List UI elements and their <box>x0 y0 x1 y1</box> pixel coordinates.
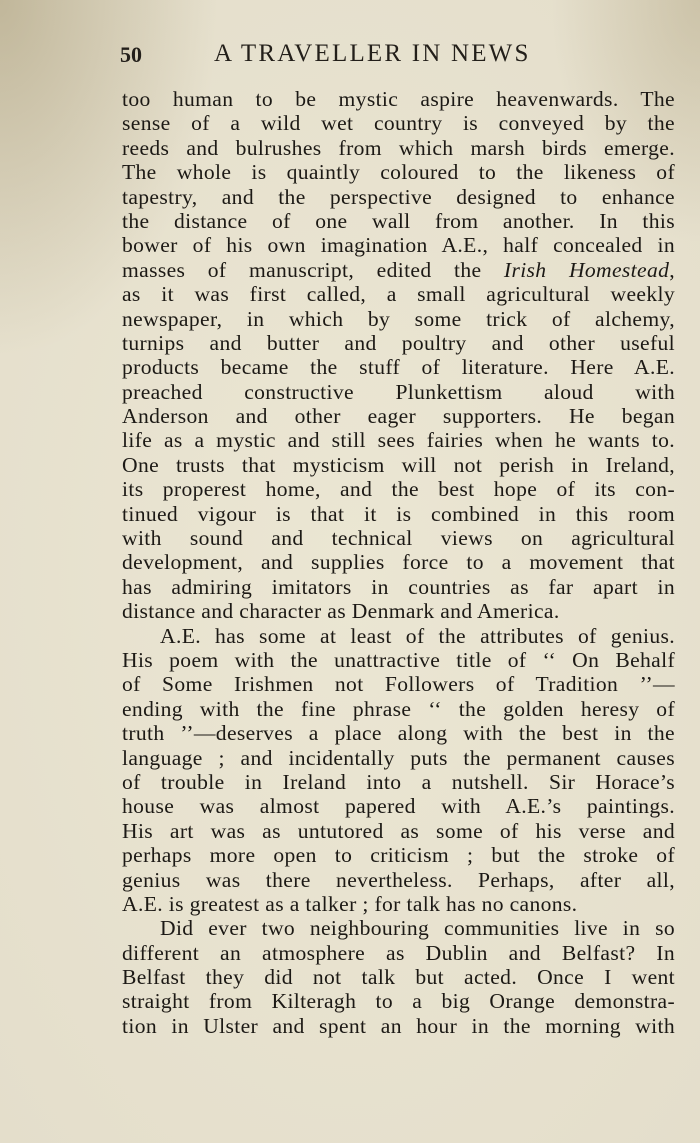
text-line: genius was there nevertheless. Perhaps, after all, <box>122 867 675 892</box>
text-line: house was almost papered with A.E.’s paintings. <box>122 794 675 819</box>
text-line: too human to be mystic aspire heavenwards. The <box>122 87 675 111</box>
text-line: A.E. has some at least of the attributes of genius. <box>160 623 675 648</box>
text-line: different an atmosphere as Dublin and Belfast? In <box>122 940 675 965</box>
text-line: bower of his own imagination A.E., half concealed in <box>122 233 675 258</box>
text-line: distance and character as Denmark and America. <box>122 599 560 624</box>
text-line: tapestry, and the perspective designed to enhance <box>122 184 675 209</box>
text-line: His poem with the unattractive title of ‘‘ On Behalf <box>122 647 675 672</box>
page-number: 50 <box>120 42 142 67</box>
text-line: ending with the fine phrase ‘‘ the golden heresy of <box>122 696 675 721</box>
running-title: A TRAVELLER IN NEWS <box>214 40 531 67</box>
text-line: life as a mystic and still sees fairies when he wants to. <box>122 428 675 453</box>
text-line: tinued vigour is that it is combined in this room <box>122 501 675 526</box>
text-line: of Some Irishmen not Followers of Tradition ’’— <box>122 672 675 697</box>
text-line: masses of manuscript, edited the Irish Homestead, <box>122 257 675 282</box>
text-line: reeds and bulrushes from which marsh birds emerge. <box>122 135 675 160</box>
body-text <box>122 87 675 1038</box>
text-line: Anderson and other eager supporters. He began <box>122 404 675 429</box>
text-line: His art was as untutored as some of his verse and <box>122 818 675 843</box>
paragraph <box>122 87 675 624</box>
text-line: Belfast they did not talk but acted. Once I went <box>122 965 675 990</box>
text-line: straight from Kilteragh to a big Orange demonstra- <box>122 989 675 1014</box>
text-line: preached constructive Plunkettism aloud with <box>122 379 675 404</box>
text-line: the distance of one wall from another. In this <box>122 208 675 233</box>
paragraph <box>122 916 675 1038</box>
text-line: truth ’’—deserves a place along with the best in the <box>122 721 675 746</box>
text-line: has admiring imitators in countries as far apart in <box>122 574 675 599</box>
text-line: sense of a wild wet country is conveyed by the <box>122 111 675 136</box>
text-line: its properest home, and the best hope of its con- <box>122 477 675 502</box>
text-line: perhaps more open to criticism ; but the stroke of <box>122 843 675 868</box>
text-line: The whole is quaintly coloured to the likeness of <box>122 160 675 185</box>
text-line: as it was first called, a small agricultural weekly <box>122 282 675 307</box>
text-line: products became the stuff of literature. Here A.E. <box>122 355 675 380</box>
text-line: language ; and incidentally puts the permanent causes <box>122 745 675 770</box>
text-line: development, and supplies force to a movement that <box>122 550 675 575</box>
text-line: of trouble in Ireland into a nutshell. Sir Horace’s <box>122 769 675 794</box>
text-line: with sound and technical views on agricultural <box>122 526 675 551</box>
text-line: Did ever two neighbouring communities live in so <box>160 916 675 941</box>
text-line: A.E. is greatest as a talker ; for talk has no canons. <box>122 891 578 916</box>
publication-title: Irish Homestead <box>503 257 670 282</box>
text-line: newspaper, in which by some trick of alchemy, <box>122 306 675 331</box>
text-line: tion in Ulster and spent an hour in the morning with <box>122 1013 675 1038</box>
text-line: turnips and butter and poultry and other useful <box>122 330 675 355</box>
paragraph <box>122 624 675 917</box>
page-header <box>118 38 588 74</box>
text-line: One trusts that mysticism will not perish in Ireland, <box>122 452 675 477</box>
